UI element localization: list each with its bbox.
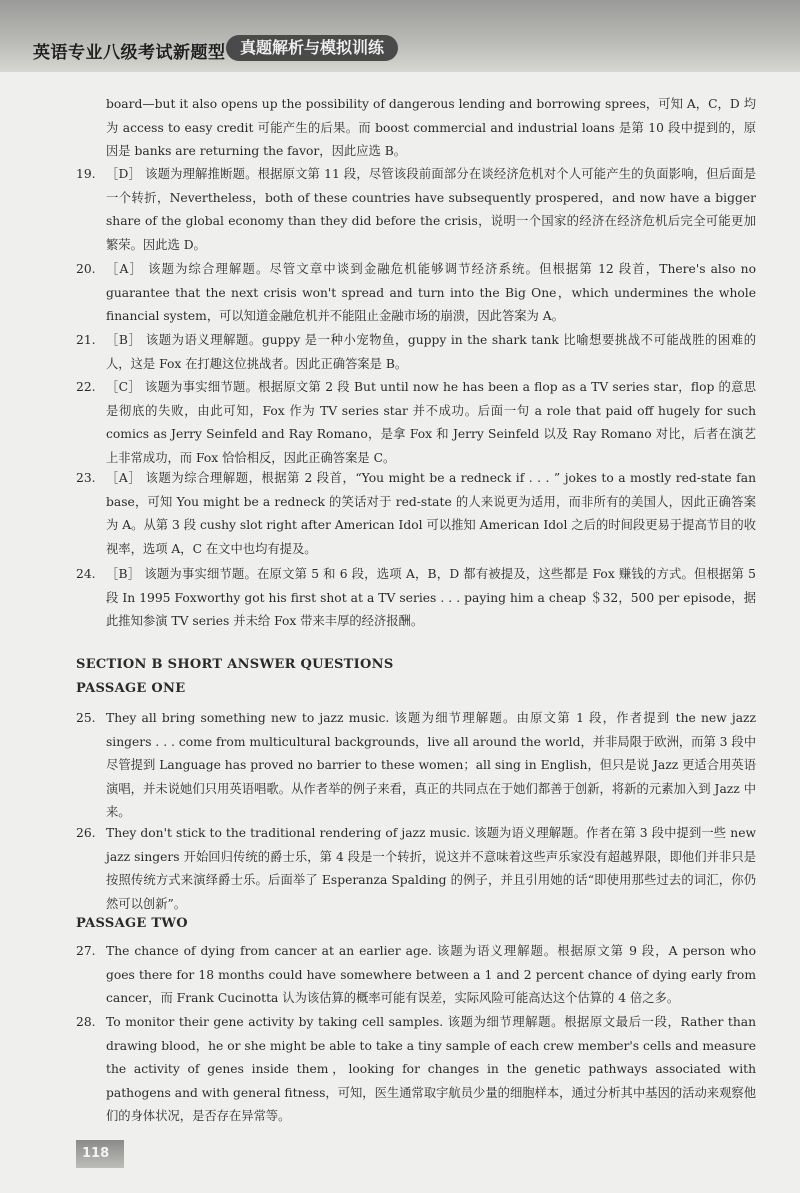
answer-text: ［B］ 该题为事实细节题。在原文第 5 和 6 段，选项 A，B，D 都有被提及，这些都是 Fox 赚钱的方式。但根据第 5 段 In 1995 Foxworthy got his first shot at a TV series . . . paying him a cheap ＄32，500 per episode，据此推知参演 TV series 并未给 Fox 带来丰厚的经济报酬。 (106, 567, 756, 628)
answer-number: 22. (76, 380, 96, 394)
passage-heading: PASSAGE ONE (76, 681, 186, 696)
answer-number: 27. (76, 944, 96, 958)
answer-text: ［C］ 该题为事实细节题。根据原文第 2 段 But until now he has been a flop as a TV series star，flop 的意思是彻底的失败，由此可知，Fox 作为 TV series star 并不成功。后面一句 a role that paid off hugely for such comics as Jerry Seinfeld and Ray Romano，是拿 Fox 和 Jerry Seinfeld 以及 Ray Romano 对比，后者在演艺上非常成功，而 Fox 恰恰相反，因此正确答案是 C。 (106, 380, 756, 465)
answer-text: ［A］ 该题为综合理解题，根据第 2 段首，“You might be a redneck if . . . ” jokes to a mostly red-state fan base，可知 You might be a redneck 的笑话对于 red-state 的人来说更为适用，而非所有的美国人，因此正确答案为 A。从第 3 段 cushy slot right after American Idol 可以推知 American Idol 之后的时间段更易于提高节目的收视率，选项 A，C 在文中也均有提及。 (106, 471, 756, 556)
answer-text: They all bring something new to jazz music. 该题为细节理解题。由原文第 1 段，作者提到 the new jazz singers . . . come from multicultural backgrounds，live all around the world，并非局限于欧洲，而第 3 段中尽管提到 Language has proved no barrier to these women；all sing in English，但只是说 Jazz 更适合用英语演唱，并未说她们只用英语唱歌。从作者举的例子来看，真正的共同点在于她们都善于创新，将新的元素加入到 Jazz 中来。 (106, 711, 756, 819)
book-subtitle-badge: 真题解析与模拟训练 (226, 35, 398, 61)
answer-number: 25. (76, 711, 96, 725)
answer-text: ［A］ 该题为综合理解题。尽管文章中谈到金融危机能够调节经济系统。但根据第 12 段首，There's also no guarantee that the next crisis won't spread and turn into the Big One，which undermines the whole financial system，可以知道金融危机并不能阻止金融市场的崩溃，因此答案为 A。 (106, 262, 756, 323)
answer-number: 26. (76, 826, 96, 840)
intro-paragraph: board—but it also opens up the possibility of dangerous lending and borrowing sprees，可知 A，C，D 均为 access to easy credit 可能产生的后果。而 boost commercial and industrial loans 是第 10 段中提到的，原因是 banks are returning the favor，因此应选 B。 (106, 97, 756, 158)
answer-number: 23. (76, 471, 96, 485)
answer-text: ［B］ 该题为语义理解题。guppy 是一种小宠物鱼，guppy in the shark tank 比喻想要挑战不可能战胜的困难的人，这是 Fox 在打趣这位挑战者。因此正确答案是 B。 (106, 333, 756, 371)
answer-number: 28. (76, 1015, 96, 1029)
answer-text: ［D］ 该题为理解推断题。根据原文第 11 段，尽管该段前面部分在谈经济危机对个人可能产生的负面影响，但后面是一个转折，Nevertheless，both of these countries have subsequently prospered，and now have a bigger share of the global economy than they did before the crisis，说明一个国家的经济在经济危机后完全可能更加繁荣。因此选 D。 (106, 167, 756, 252)
answer-number: 19. (76, 167, 96, 181)
page-number-box (76, 1140, 124, 1168)
passage-heading: PASSAGE TWO (76, 916, 188, 931)
page-number: 118 (82, 1146, 110, 1161)
answer-number: 20. (76, 262, 96, 276)
answer-number: 21. (76, 333, 96, 347)
section-heading: SECTION B SHORT ANSWER QUESTIONS (76, 657, 394, 672)
book-title: 英语专业八级考试新题型 (33, 43, 226, 63)
answer-number: 24. (76, 567, 96, 581)
answer-text: To monitor their gene activity by taking cell samples. 该题为细节理解题。根据原文最后一段，Rather than drawing blood，he or she might be able to take a tiny sample of each crew member's cells and measure the activity of genes inside them，looking for changes in the genetic pathways associated with pathogens and with general fitness，可知，医生通常取宇航员少量的细胞样本，通过分析其中基因的活动来观察他们的身体状况，是否存在异常等。 (106, 1015, 756, 1123)
answer-text: The chance of dying from cancer at an earlier age. 该题为语义理解题。根据原文第 9 段，A person who goes there for 18 months could have somewhere between a 1 and 2 percent chance of dying early from cancer，而 Frank Cucinotta 认为该估算的概率可能有误差，实际风险可能高达这个估算的 4 倍之多。 (106, 944, 756, 1005)
answer-text: They don't stick to the traditional rendering of jazz music. 该题为语义理解题。作者在第 3 段中提到一些 new jazz singers 开始回归传统的爵士乐，第 4 段是一个转折，说这并不意味着这些声乐家没有超越界限，即他们并非只是按照传统方式来演绎爵士乐。后面举了 Esperanza Spalding 的例子，并且引用她的话“即使用那些过去的词汇，你仍然可以创新”。 (106, 826, 756, 911)
